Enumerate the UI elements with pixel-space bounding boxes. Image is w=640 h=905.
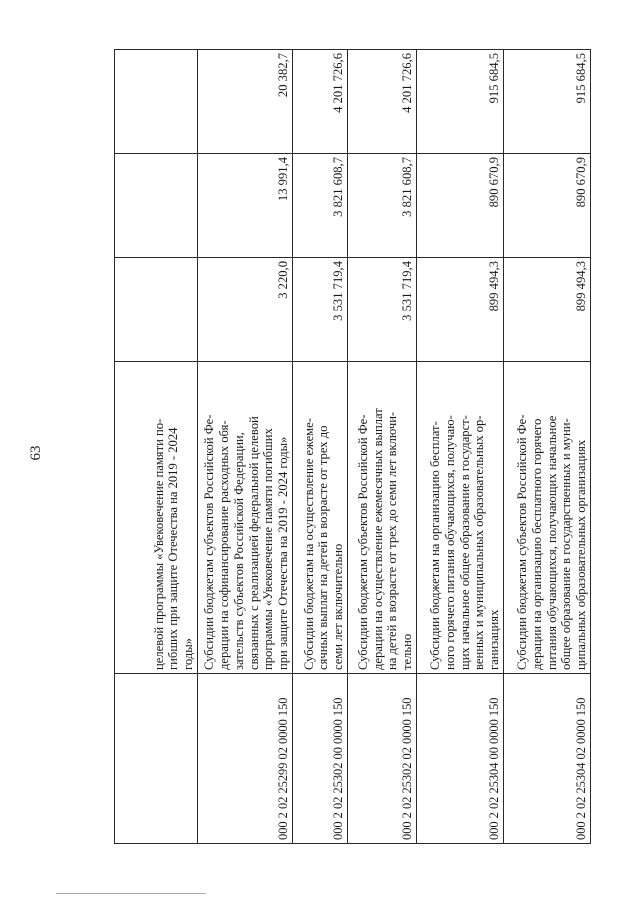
row-description bbox=[504, 362, 591, 674]
row-description bbox=[293, 362, 348, 674]
table-row bbox=[293, 50, 348, 844]
description-line: на детей в возрасте от трех до семи лет включи- bbox=[385, 411, 400, 670]
budget-table bbox=[114, 49, 591, 844]
description-line: Субсидии бюджетам субъектов Российской Фе- bbox=[515, 414, 530, 670]
row-description bbox=[348, 362, 417, 674]
description-line: годы» bbox=[181, 638, 196, 670]
budget-code: 000 2 02 25302 00 0000 150 bbox=[293, 674, 348, 844]
value-col-1: 3 531 719,4 bbox=[293, 258, 348, 362]
value-col-2: 3 821 608,7 bbox=[348, 154, 417, 258]
value-col-2 bbox=[115, 154, 198, 258]
value-col-2: 890 670,9 bbox=[417, 154, 504, 258]
value-col-1 bbox=[115, 258, 198, 362]
budget-code: 000 2 02 25299 02 0000 150 bbox=[198, 674, 293, 844]
description-line: сячных выплат на детей в возрасте от трех до bbox=[316, 425, 331, 670]
table-row bbox=[115, 50, 198, 844]
table-row bbox=[348, 50, 417, 844]
row-description bbox=[198, 362, 293, 674]
description-line: ципальных образовательных организациях bbox=[574, 439, 589, 670]
description-line: семи лет включительно bbox=[331, 543, 346, 670]
description-line: общее образование в государственных и муни- bbox=[559, 418, 574, 670]
description-line: щих начальное общее образование в государст- bbox=[457, 415, 472, 670]
value-col-1: 3 531 719,4 bbox=[348, 258, 417, 362]
description-line: дерации на софинансирование расходных обя- bbox=[217, 420, 232, 670]
table-row bbox=[504, 50, 591, 844]
description-line: тельно bbox=[400, 633, 415, 670]
value-col-2: 890 670,9 bbox=[504, 154, 591, 258]
row-description bbox=[417, 362, 504, 674]
value-col-3: 915 684,5 bbox=[504, 50, 591, 154]
description-line: программы «Увековечение памяти погибших bbox=[261, 428, 276, 670]
value-col-1: 899 494,3 bbox=[417, 258, 504, 362]
description-line: целевой программы «Увековечение памяти по- bbox=[151, 418, 166, 670]
description-line: Субсидии бюджетам субъектов Российской Фе- bbox=[202, 414, 217, 670]
description-line: дерации на осуществление ежемесячных выплат bbox=[370, 408, 385, 670]
value-col-2: 13 991,4 bbox=[198, 154, 293, 258]
scan-edge-line bbox=[56, 893, 206, 894]
value-col-3: 4 201 726,6 bbox=[348, 50, 417, 154]
description-line: Субсидии бюджетам на осуществление ежеме- bbox=[301, 418, 316, 670]
value-col-1: 3 220,0 bbox=[198, 258, 293, 362]
description-line: связанных с реализацией федеральной целевой bbox=[246, 416, 261, 670]
budget-code: 000 2 02 25304 02 0000 150 bbox=[504, 674, 591, 844]
description-line: венных и муниципальных образовательных ор- bbox=[472, 415, 487, 670]
value-col-1: 899 494,3 bbox=[504, 258, 591, 362]
budget-code bbox=[115, 674, 198, 844]
description-line: при защите Отечества на 2019 - 2024 годы» bbox=[276, 436, 291, 670]
budget-code: 000 2 02 25302 02 0000 150 bbox=[348, 674, 417, 844]
description-line: зательств субъектов Российской Федерации, bbox=[231, 432, 246, 670]
value-col-2: 3 821 608,7 bbox=[293, 154, 348, 258]
description-line: ганизациях bbox=[487, 609, 502, 670]
budget-code: 000 2 02 25304 00 0000 150 bbox=[417, 674, 504, 844]
description-line: Субсидии бюджетам на организацию бесплат- bbox=[428, 421, 443, 670]
rotated-table-container bbox=[114, 50, 590, 844]
value-col-3: 915 684,5 bbox=[417, 50, 504, 154]
description-line: питания обучающихся, получающих начальное bbox=[544, 415, 559, 670]
row-description bbox=[115, 362, 198, 674]
description-line: дерации на организацию бесплатного горячего bbox=[529, 418, 544, 670]
value-col-3: 20 382,7 bbox=[198, 50, 293, 154]
description-line: гибших при защите Отечества на 2019 - 2024 bbox=[166, 427, 181, 670]
table-row bbox=[417, 50, 504, 844]
description-line: ного горячего питания обучающихся, получаю- bbox=[442, 415, 457, 670]
description-line: Субсидии бюджетам субъектов Российской Фе- bbox=[355, 414, 370, 670]
page-number: 63 bbox=[28, 445, 44, 461]
value-col-3: 4 201 726,6 bbox=[293, 50, 348, 154]
value-col-3 bbox=[115, 50, 198, 154]
table-row bbox=[198, 50, 293, 844]
